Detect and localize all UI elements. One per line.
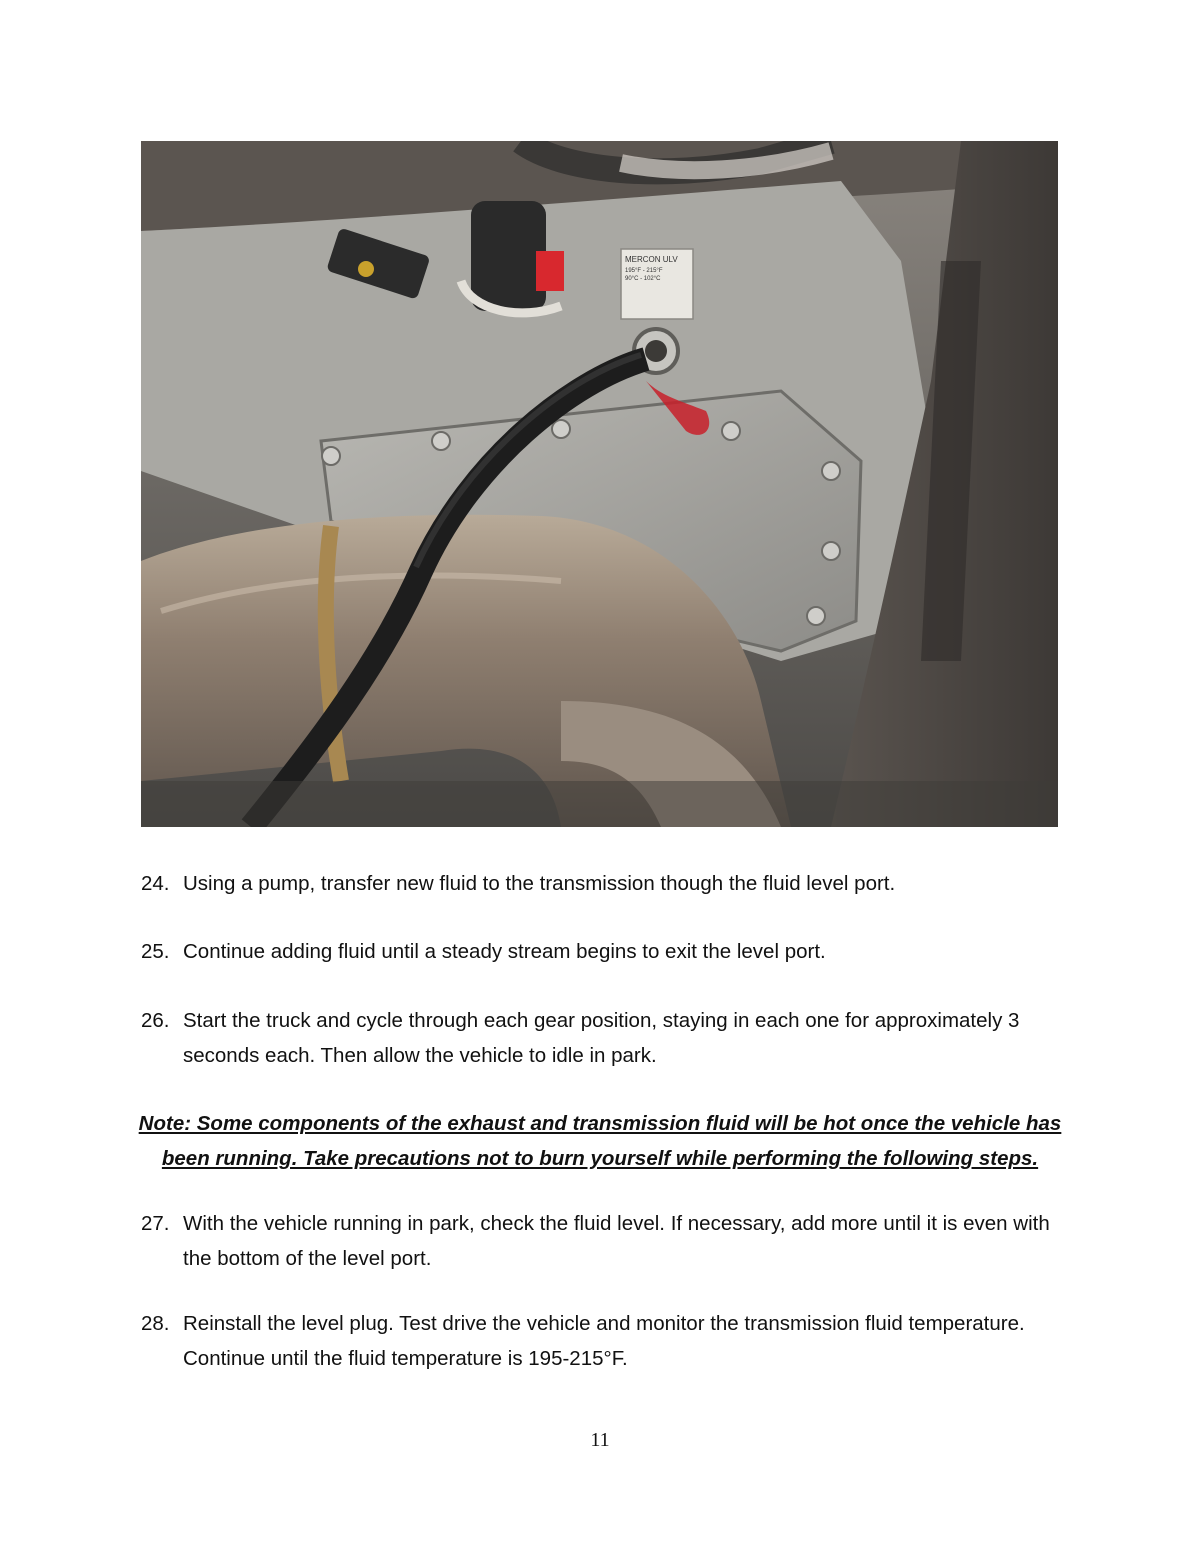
step-number: 27. [141,1212,170,1235]
step-25 [141,934,1071,969]
step-number: 26. [141,1009,170,1032]
transmission-photo [141,141,1058,827]
step-24 [141,866,1071,901]
step-text: With the vehicle running in park, check the fluid level. If necessary, add more until it is even with the bottom of the level port. [183,1212,1050,1270]
sticker-line-1: MERCON ULV [625,255,678,264]
page-number: 11 [590,1429,610,1451]
step-text: Reinstall the level plug. Test drive the vehicle and monitor the transmission fluid temperature. Continue until the fluid temperature is 195-215°F. [183,1312,1025,1370]
safety-note: Note: Some components of the exhaust and transmission fluid will be hot once the vehicle has been running. Take precautions not to burn yourself while performing the following steps. [138,1112,1062,1170]
step-number: 24. [141,872,170,895]
step-text: Continue adding fluid until a steady stream begins to exit the level port. [183,940,826,963]
sticker-line-3: 90°C - 102°C [625,276,661,282]
sticker-line-2: 195°F - 215°F [625,268,663,274]
step-27 [141,1206,1071,1276]
step-text: Start the truck and cycle through each gear position, staying in each one for approximately 3 seconds each. Then allow the vehicle to idle in park. [183,1009,1020,1067]
step-number: 25. [141,940,170,963]
step-text: Using a pump, transfer new fluid to the transmission though the fluid level port. [183,872,896,895]
step-26 [141,1003,1071,1073]
step-28 [141,1306,1071,1376]
step-number: 28. [141,1312,170,1335]
